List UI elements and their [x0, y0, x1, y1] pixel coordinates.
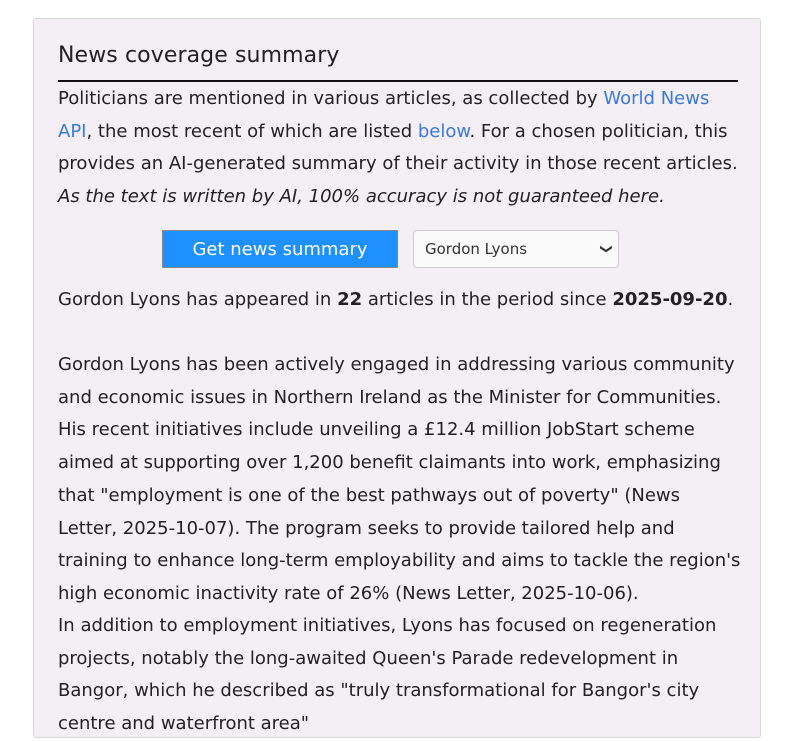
article-count: 22	[337, 289, 363, 310]
politician-select-value: Gordon Lyons	[425, 240, 528, 258]
get-news-summary-button[interactable]: Get news summary	[162, 230, 398, 268]
politician-name: Gordon Lyons	[58, 289, 181, 310]
article-count-summary	[58, 284, 733, 316]
intro-part-2: , the most recent of which are listed	[86, 120, 418, 142]
chevron-down-icon: ❮	[597, 243, 612, 255]
section-title: News coverage summary	[58, 43, 340, 68]
ai-disclaimer: As the text is written by AI, 100% accuracy is not guaranteed here.	[58, 186, 665, 208]
stat-text-3: .	[727, 289, 734, 310]
below-link[interactable]: below	[417, 120, 470, 142]
intro-text	[58, 83, 742, 214]
politician-select[interactable]	[413, 230, 619, 268]
since-date: 2025-09-20	[612, 289, 728, 310]
news-summary-card	[33, 18, 761, 738]
summary-controls	[162, 230, 619, 268]
world-news-api-link[interactable]: World News API	[58, 88, 710, 142]
summary-paragraph: In addition to employment initiatives, Lyons has focused on regeneration projects, notably the long-awaited Queen's Parade redevelopment in Bangor, which he described as "truly transformational for Bangor's city centre and waterfront area"	[58, 615, 717, 735]
stat-text-1: has appeared in	[180, 289, 338, 310]
stat-text-2: articles in the period since	[362, 289, 613, 310]
title-divider	[58, 80, 738, 82]
summary-paragraph: Gordon Lyons has been actively engaged in addressing various community and economic issues in Northern Ireland as the Minister for Communities. His recent initiatives include unveiling a £12.4 million JobStart scheme aimed at supporting over 1,200 benefit claimants into work, emphasizing that "employment is one of the best pathways out of poverty" (News Letter, 2025-10-07). The program seeks to provide tailored help and training to enhance long-term employability and aims to tackle the region's high economic inactivity rate of 26% (News Letter, 2025-10-06).	[58, 354, 741, 604]
intro-part-1: Politicians are mentioned in various articles, as collected by	[58, 88, 604, 109]
intro-part-3: . For a chosen politician, this provides an AI-generated summary of their activity in those recent articles.	[58, 120, 738, 175]
